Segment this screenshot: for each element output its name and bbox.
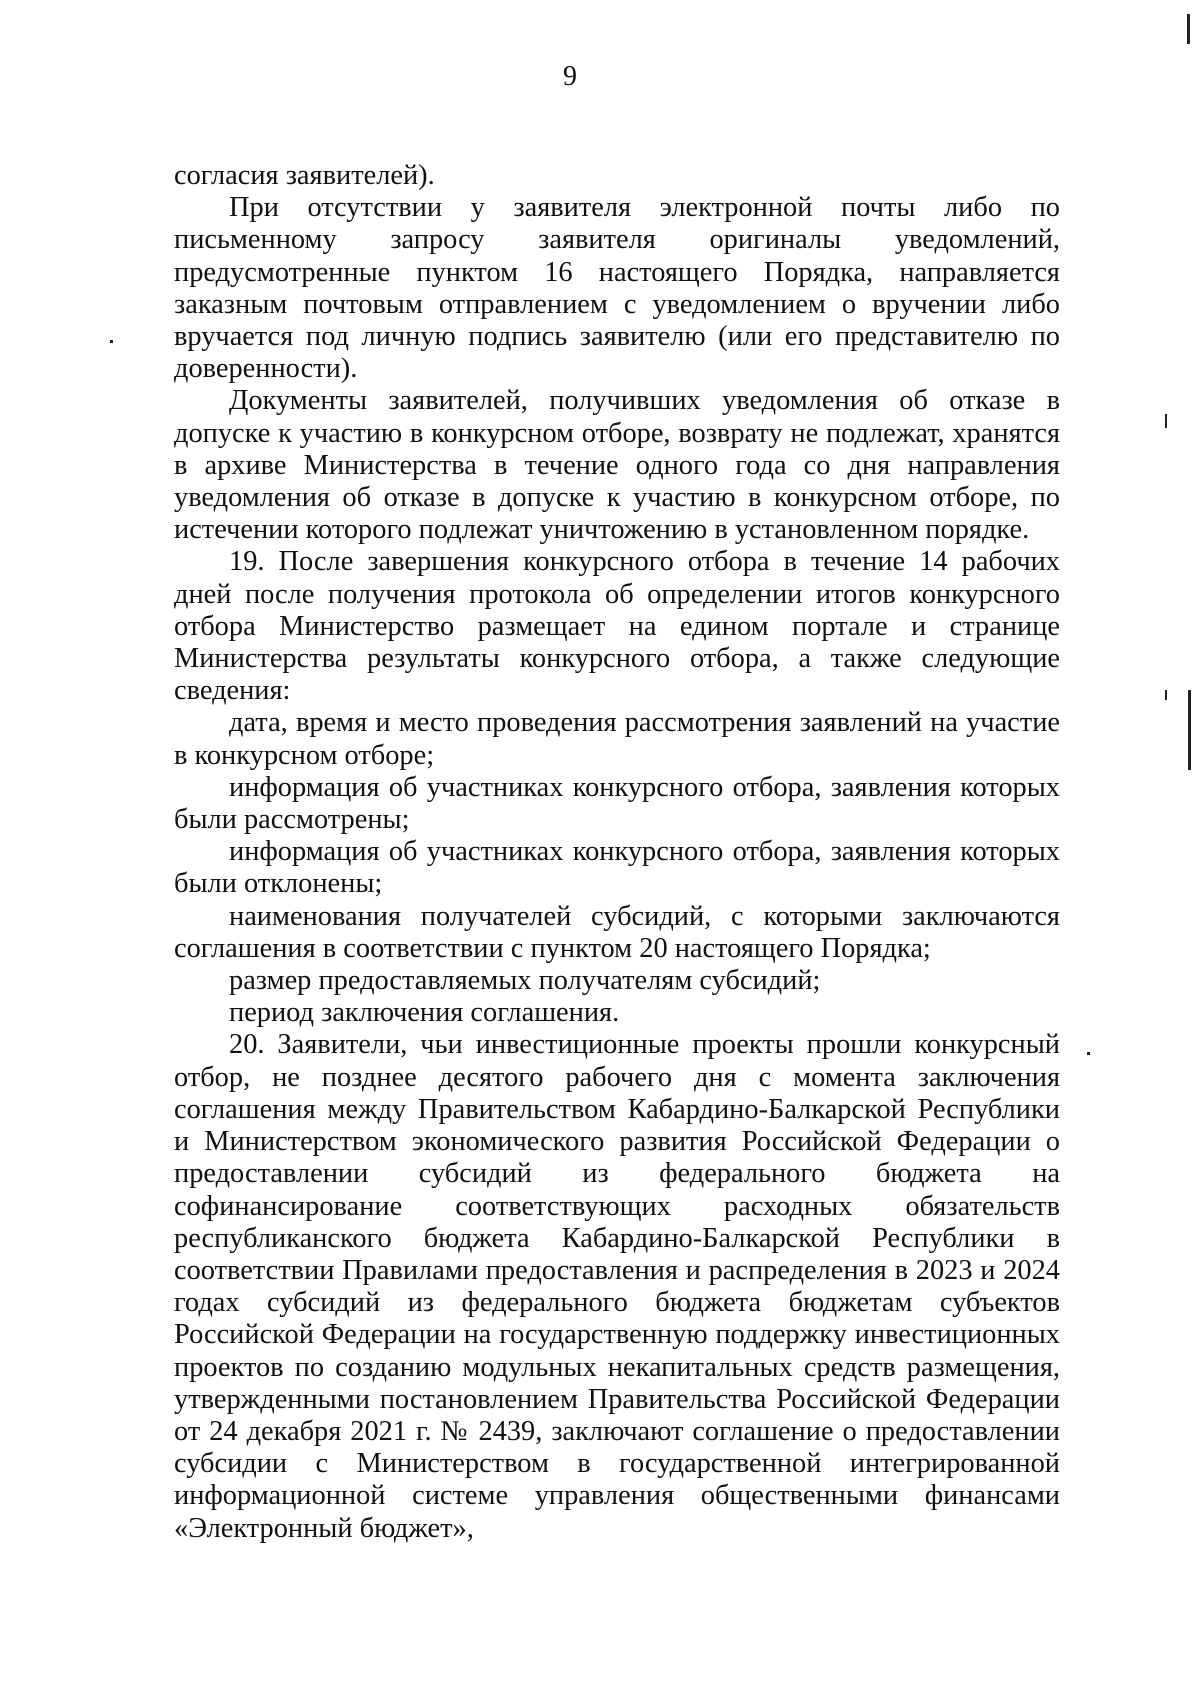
document-body [174,160,1060,1545]
list-item-recipients-names: наименования получателей субсидий, с которыми заключаются соглашения в соответствии с пунктом 20 настоящего Порядка; [174,900,1060,964]
scan-artifact-mark [1165,414,1167,428]
paragraph-continuation: согласия заявителей). [174,160,435,191]
paragraph-item-20: 20. Заявители, чьи инвестиционные проекты прошли конкурсный отбор, не позднее десятого рабочего дня с момента заключения соглашения между Правительством Кабардино-Балкарской Республики и Министерством экономического развития Российской Федерации о предоставлении субсидий из федерального бюджета на софинансирование соответствующих расходных обязательств республиканского бюджета Кабардино-Балкарской Республики в соответствии Правилами предоставления и распределения в 2023 и 2024 годах субсидий из федерального бюджета бюджетам субъектов Российской Федерации на государственную поддержку инвестиционных проектов по созданию модульных некапитальных средств размещения, утвержденными постановлением Правительства Российской Федерации от 24 декабря 2021 г. № 2439, заключают соглашение о предоставлении субсидии с Министерством в государственной интегрированной информационной системе управления общественными финансами «Электронный бюджет», [174,1029,1060,1544]
scan-artifact-dot [110,340,113,343]
scan-artifact-mark [1165,690,1167,700]
scan-artifact-mark [1187,14,1190,44]
scan-artifact-dot [1087,1052,1090,1055]
list-item-participants-rejected: информация об участниках конкурсного отбора, заявления которых были отклонены; [174,836,1060,900]
page-number: 9 [563,61,577,92]
paragraph-email-absence: При отсутствии у заявителя электронной почты либо по письменному запросу заявителя оригиналы уведомлений, предусмотренные пунктом 16 настоящего Порядка, направляется заказным почтовым отправлением с уведомлением о вручении либо вручается под личную подпись заявителю (или его представителю по доверенности). [174,192,1060,385]
paragraph-item-19: 19. После завершения конкурсного отбора в течение 14 рабочих дней после получения протокола об определении итогов конкурсного отбора Министерство размещает на едином портале и странице Министерства результаты конкурсного отбора, а также следующие сведения: [174,546,1060,707]
paragraph-rejected-documents: Документы заявителей, получивших уведомления об отказе в допуске к участию в конкурсном отборе, возврату не подлежат, хранятся в архиве Министерства в течение одного года со дня направления уведомления об отказе в допуске к участию в конкурсном отборе, по истечении которого подлежат уничтожению в установленном порядке. [174,385,1060,546]
list-item-participants-considered: информация об участниках конкурсного отбора, заявления которых были рассмотрены; [174,771,1060,836]
list-item-agreement-period: период заключения соглашения. [229,997,620,1029]
scan-artifact-mark [1188,690,1191,770]
list-item-date-time-place: дата, время и место проведения рассмотрения заявлений на участие в конкурсном отборе; [174,707,1060,771]
list-item-subsidy-amount: размер предоставляемых получателям субсидий; [229,965,821,997]
